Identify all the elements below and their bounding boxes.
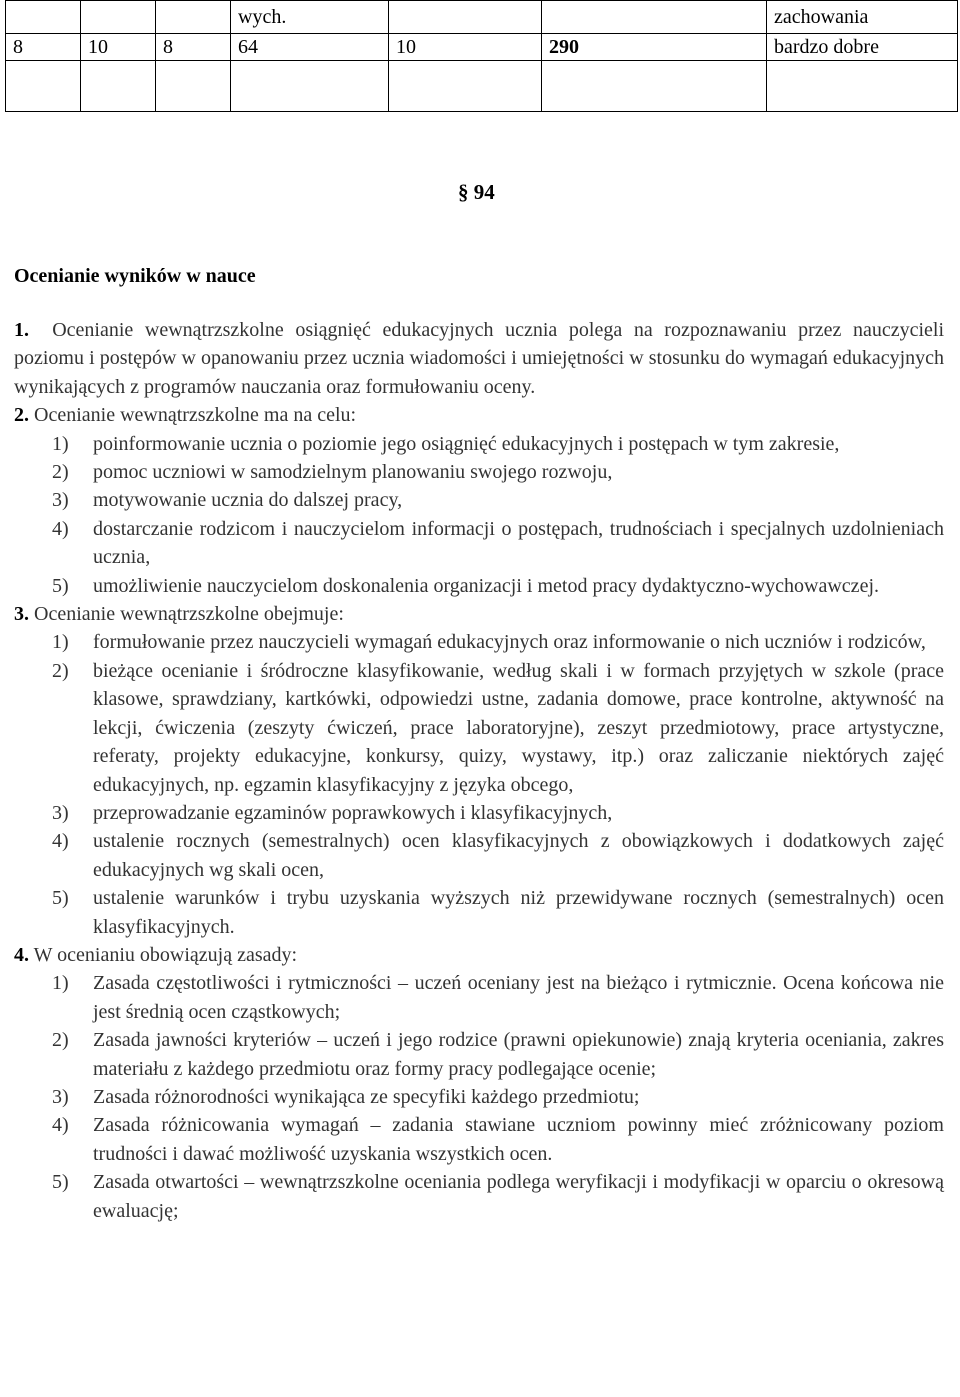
table-cell: bardzo dobre bbox=[767, 34, 958, 61]
list-item-text: poinformowanie ucznia o poziomie jego osiągnięć edukacyjnych i postępach w tym zakresie, bbox=[93, 432, 840, 455]
table-cell bbox=[156, 1, 231, 34]
list-item-number: 2) bbox=[52, 461, 69, 484]
list-item-number: 4) bbox=[52, 1114, 69, 1137]
list-item-text: Zasada różnicowania wymagań – zadania stawiane uczniom powinny mieć zróżnicowany poziom trudności i dawać możliwość uzyskania wszystkich ocen. bbox=[93, 1114, 944, 1165]
list-item bbox=[14, 515, 944, 572]
list-item bbox=[14, 799, 944, 827]
table-cell: 64 bbox=[231, 34, 389, 61]
paragraph-number: 2. bbox=[14, 404, 29, 427]
list-item-text: dostarczanie rodzicom i nauczycielom informacji o postępach, trudnościach i specjalnych uzdolnieniach ucznia, bbox=[93, 517, 944, 569]
paragraph-text: W ocenianiu obowiązują zasady: bbox=[33, 943, 298, 966]
paragraph-3 bbox=[14, 600, 944, 628]
list-item-number: 5) bbox=[52, 1171, 69, 1194]
paragraph-4-list bbox=[14, 969, 944, 1225]
list-item-number: 1) bbox=[52, 631, 69, 654]
list-item bbox=[14, 1168, 944, 1225]
list-item-text: motywowanie ucznia do dalszej pracy, bbox=[93, 489, 403, 512]
list-item-number: 4) bbox=[52, 830, 69, 853]
table-cell bbox=[156, 61, 231, 112]
list-item-text: Zasada otwartości – wewnątrzszkolne oceniania podlega weryfikacji i modyfikacji w oparciu o okresową ewaluację; bbox=[93, 1171, 944, 1222]
list-item-text: pomoc uczniowi w samodzielnym planowaniu swojego rozwoju, bbox=[93, 461, 613, 484]
list-item-number: 2) bbox=[52, 659, 69, 682]
list-item-text: Zasada częstotliwości i rytmiczności – uczeń oceniany jest na bieżąco i rytmicznie. Ocena końcowa nie jest średnią ocen cząstkowych; bbox=[93, 972, 944, 1023]
list-item-number: 1) bbox=[52, 972, 69, 995]
paragraph-2-list bbox=[14, 430, 944, 600]
paragraph-number: 4. bbox=[14, 943, 29, 966]
paragraph-text: Ocenianie wewnątrzszkolne ma na celu: bbox=[34, 404, 357, 427]
table-cell bbox=[767, 61, 958, 112]
table-cell bbox=[6, 1, 81, 34]
table-cell: 290 bbox=[542, 34, 767, 61]
list-item bbox=[14, 969, 944, 1026]
paragraph-number: 3. bbox=[14, 603, 29, 626]
list-item bbox=[14, 827, 944, 884]
table-cell: 8 bbox=[156, 34, 231, 61]
paragraph-2 bbox=[14, 401, 944, 429]
list-item-number: 3) bbox=[52, 1085, 69, 1108]
list-item-text: formułowanie przez nauczycieli wymagań edukacyjnych oraz informowanie o nich uczniów i rodziców, bbox=[93, 631, 926, 654]
section-number: § 94 bbox=[458, 180, 495, 204]
table-cell bbox=[389, 61, 542, 112]
list-item-text: Zasada jawności kryteriów – uczeń i jego rodzice (prawni opiekunowie) znają kryteria oceniania, zakres materiału z każdego przedmiotu oraz formy pracy podlegające ocenie; bbox=[93, 1029, 944, 1080]
list-item-number: 2) bbox=[52, 1029, 69, 1052]
table-cell: 10 bbox=[81, 34, 156, 61]
list-item bbox=[14, 486, 944, 514]
section-heading: Ocenianie wyników w nauce bbox=[14, 265, 256, 287]
table-row bbox=[6, 1, 958, 34]
table-cell bbox=[542, 1, 767, 34]
list-item bbox=[14, 572, 944, 600]
table-cell bbox=[6, 61, 81, 112]
table-cell: 10 bbox=[389, 34, 542, 61]
list-item-number: 5) bbox=[52, 574, 69, 597]
list-item-number: 1) bbox=[52, 432, 69, 455]
list-item-text: ustalenie warunków i trybu uzyskania wyższych niż przewidywane rocznych (semestralnych) ocen klasyfikacyjnych. bbox=[93, 887, 944, 938]
grades-table bbox=[5, 0, 958, 112]
table-row bbox=[6, 34, 958, 61]
list-item bbox=[14, 1083, 944, 1111]
list-item bbox=[14, 430, 944, 458]
list-item-text: przeprowadzanie egzaminów poprawkowych i klasyfikacyjnych, bbox=[93, 801, 613, 824]
table-cell bbox=[389, 1, 542, 34]
paragraph-3-list bbox=[14, 628, 944, 940]
table-row bbox=[6, 61, 958, 112]
list-item-number: 3) bbox=[52, 801, 69, 824]
list-item-number: 5) bbox=[52, 887, 69, 910]
list-item-number: 3) bbox=[52, 489, 69, 512]
list-item-text: bieżące ocenianie i śródroczne klasyfikowanie, według skali i w formach przyjętych w szkole (prace klasowe, sprawdziany, kartkówki, odpowiedzi ustne, zadania domowe, prace kontrolne, aktywność na lekcji, ćwiczenia (zeszyty ćwiczeń, prace laboratoryjne), zeszyt przedmiotowy, prace artystyczne, referaty, projekty edukacyjne, konkursy, quizy, wystawy, itp.) oraz zaliczanie niektórych zajęć edukacyjnych, np. egzamin klasyfikacyjny z języka obcego, bbox=[93, 659, 944, 796]
document-body bbox=[14, 316, 944, 1225]
table-cell: wych. bbox=[231, 1, 389, 34]
list-item bbox=[14, 657, 944, 799]
list-item-text: ustalenie rocznych (semestralnych) ocen klasyfikacyjnych z obowiązkowych i dodatkowych zajęć edukacyjnych wg skali ocen, bbox=[93, 830, 944, 881]
table-cell: zachowania bbox=[767, 1, 958, 34]
list-item bbox=[14, 1111, 944, 1168]
list-item bbox=[14, 884, 944, 941]
paragraph-1 bbox=[14, 316, 944, 401]
list-item bbox=[14, 458, 944, 486]
paragraph-number: 1. bbox=[14, 319, 29, 341]
list-item bbox=[14, 628, 944, 656]
list-item-text: Zasada różnorodności wynikająca ze specyfiki każdego przedmiotu; bbox=[93, 1085, 640, 1108]
paragraph-text: Ocenianie wewnątrzszkolne obejmuje: bbox=[34, 603, 344, 626]
list-item bbox=[14, 1026, 944, 1083]
table-cell bbox=[81, 61, 156, 112]
table-cell bbox=[81, 1, 156, 34]
table-cell: 8 bbox=[6, 34, 81, 61]
list-item-text: umożliwienie nauczycielom doskonalenia organizacji i metod pracy dydaktyczno-wychowawczej. bbox=[93, 574, 879, 597]
paragraph-text: Ocenianie wewnątrzszkolne osiągnięć edukacyjnych ucznia polega na rozpoznawaniu przez nauczycieli poziomu i postępów w opanowaniu przez ucznia wiadomości i umiejętności w stosunku do wymagań edukacyjnych wynikających z programów nauczania oraz formułowaniu oceny. bbox=[14, 319, 945, 398]
paragraph-4 bbox=[14, 941, 944, 969]
table-cell bbox=[231, 61, 389, 112]
list-item-number: 4) bbox=[52, 517, 69, 540]
table-cell bbox=[542, 61, 767, 112]
